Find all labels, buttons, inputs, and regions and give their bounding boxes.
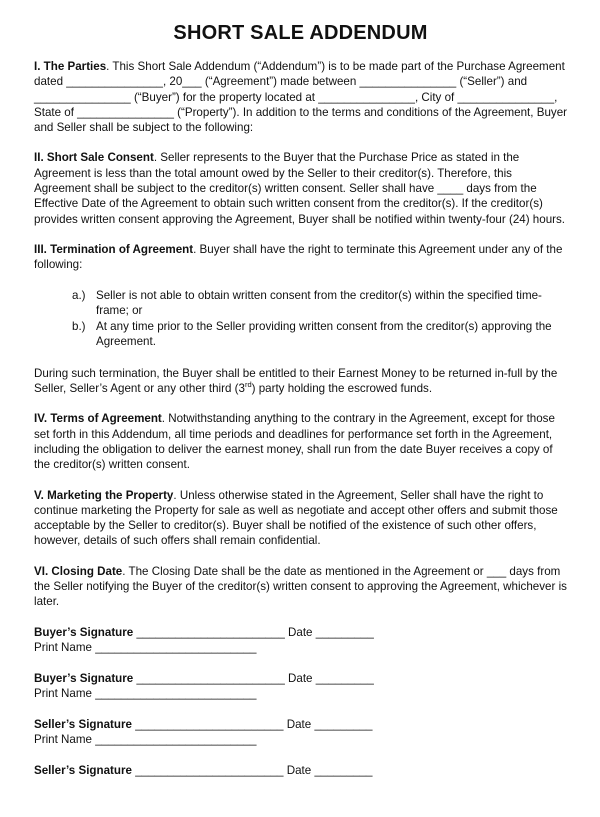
list-item <box>72 288 567 319</box>
section-parties <box>34 59 567 135</box>
signature-field[interactable]: _______________________ <box>135 763 284 777</box>
signature-field[interactable]: _______________________ <box>136 671 285 685</box>
date-field[interactable]: _________ <box>315 625 374 639</box>
section-heading: II. Short Sale Consent <box>34 151 154 165</box>
section-text: . Buyer shall have the right to terminate this Agreement under any of the following: <box>34 242 563 272</box>
signature-entry <box>34 717 567 748</box>
list-marker: a.) <box>72 288 86 302</box>
signature-label: Seller’s Signature <box>34 717 132 731</box>
section-heading: III. Termination of Agreement <box>34 242 194 256</box>
list-item-text: Seller is not able to obtain written consent from the creditor(s) within the specified time-frame; or <box>96 288 542 317</box>
date-field[interactable]: _________ <box>314 717 373 731</box>
print-name-line <box>34 640 567 656</box>
date-label: Date <box>286 763 312 777</box>
section-heading: IV. Terms of Agreement <box>34 412 162 426</box>
date-field[interactable]: _________ <box>315 671 374 685</box>
section-termination <box>34 242 567 273</box>
signature-entry <box>34 625 567 656</box>
print-name-field[interactable]: _________________________ <box>95 733 257 747</box>
section-terms-of-agreement <box>34 411 567 472</box>
section-text: . This Short Sale Addendum (“Addendum”) is to be made part of the Purchase Agreement dated _______________, 20___ (“Agreement”) made between _______________ (“Seller”) and _______________ (“Buyer”) for the property located at _______________, City of _______________, State of _______________ (“Property”). In addition to the terms and conditions of the Agreement, Buyer and Seller shall be subject to the following: <box>34 60 568 135</box>
section-heading: I. The Parties <box>34 60 107 73</box>
date-field[interactable]: _________ <box>314 763 373 777</box>
signature-line <box>34 717 567 733</box>
section-heading: V. Marketing the Property <box>34 488 174 502</box>
signature-label: Buyer’s Signature <box>34 625 134 639</box>
signature-entry <box>34 763 567 779</box>
section-text: . Notwithstanding anything to the contrary in the Agreement, except for those set forth in this Addendum, all time periods and deadlines for performance set forth in the Agreement, including the obligation to deliver the earnest money, shall run from the date Buyer receives a copy of the creditor(s) written consent. <box>34 412 555 472</box>
signature-field[interactable]: _______________________ <box>135 717 284 731</box>
print-name-field[interactable]: _________________________ <box>95 687 257 701</box>
signature-line <box>34 671 567 687</box>
signature-line <box>34 763 567 779</box>
signature-field[interactable]: _______________________ <box>136 625 285 639</box>
date-label: Date <box>288 671 313 685</box>
date-label: Date <box>288 625 313 639</box>
print-name-label: Print Name <box>34 733 92 747</box>
print-name-line <box>34 732 567 748</box>
section-short-sale-consent <box>34 150 567 226</box>
signature-label: Seller’s Signature <box>34 763 132 777</box>
print-name-line <box>34 686 567 702</box>
document-title: SHORT SALE ADDENDUM <box>173 22 428 44</box>
note-text: During such termination, the Buyer shall be entitled to their Earnest Money to be returned in-full by the Seller, Seller’s Agent or any other third (3 <box>34 366 558 396</box>
date-label: Date <box>286 717 312 731</box>
signature-label: Buyer’s Signature <box>34 671 134 685</box>
termination-note <box>34 366 567 397</box>
print-name-label: Print Name <box>34 641 92 655</box>
section-marketing-property <box>34 488 567 549</box>
print-name-field[interactable]: _________________________ <box>95 641 257 655</box>
section-text: . Seller represents to the Buyer that the Purchase Price as stated in the Agreement is less than the total amount owed by the Seller to their creditor(s). Therefore, this Agreement shall be subject to the creditor(s) written consent. Seller shall have ____ days from the Effective Date of the Agreement to obtain such written consent from the creditor(s). If the creditor(s) provides written consent approving the Agreement, Buyer shall be notified within twenty-four (24) hours. <box>34 151 566 226</box>
list-marker: b.) <box>72 320 86 334</box>
section-text: . The Closing Date shall be the date as mentioned in the Agreement or ___ days from the Seller notifying the Buyer of the creditor(s) written consent to approving the Agreement, whichever is later. <box>34 564 567 609</box>
list-item-text: At any time prior to the Seller providing written consent from the creditor(s) approving the Agreement. <box>96 320 552 349</box>
signature-entry <box>34 671 567 702</box>
section-closing-date <box>34 564 567 610</box>
note-text: ) party holding the escrowed funds. <box>251 382 433 396</box>
list-item <box>72 319 567 350</box>
signature-line <box>34 625 567 641</box>
termination-list <box>34 288 567 350</box>
print-name-label: Print Name <box>34 687 92 701</box>
note-superscript: rd <box>244 380 252 390</box>
signature-block <box>34 625 567 779</box>
section-heading: VI. Closing Date <box>34 564 123 578</box>
section-text: . Unless otherwise stated in the Agreement, Seller shall have the right to continue marketing the Property for sale as well as negotiate and accept other offers and submit those acceptable by the Seller to creditor(s). Buyer shall be notified of the existence of such other offers, however, details of such offers shall remain confidential. <box>34 488 558 548</box>
